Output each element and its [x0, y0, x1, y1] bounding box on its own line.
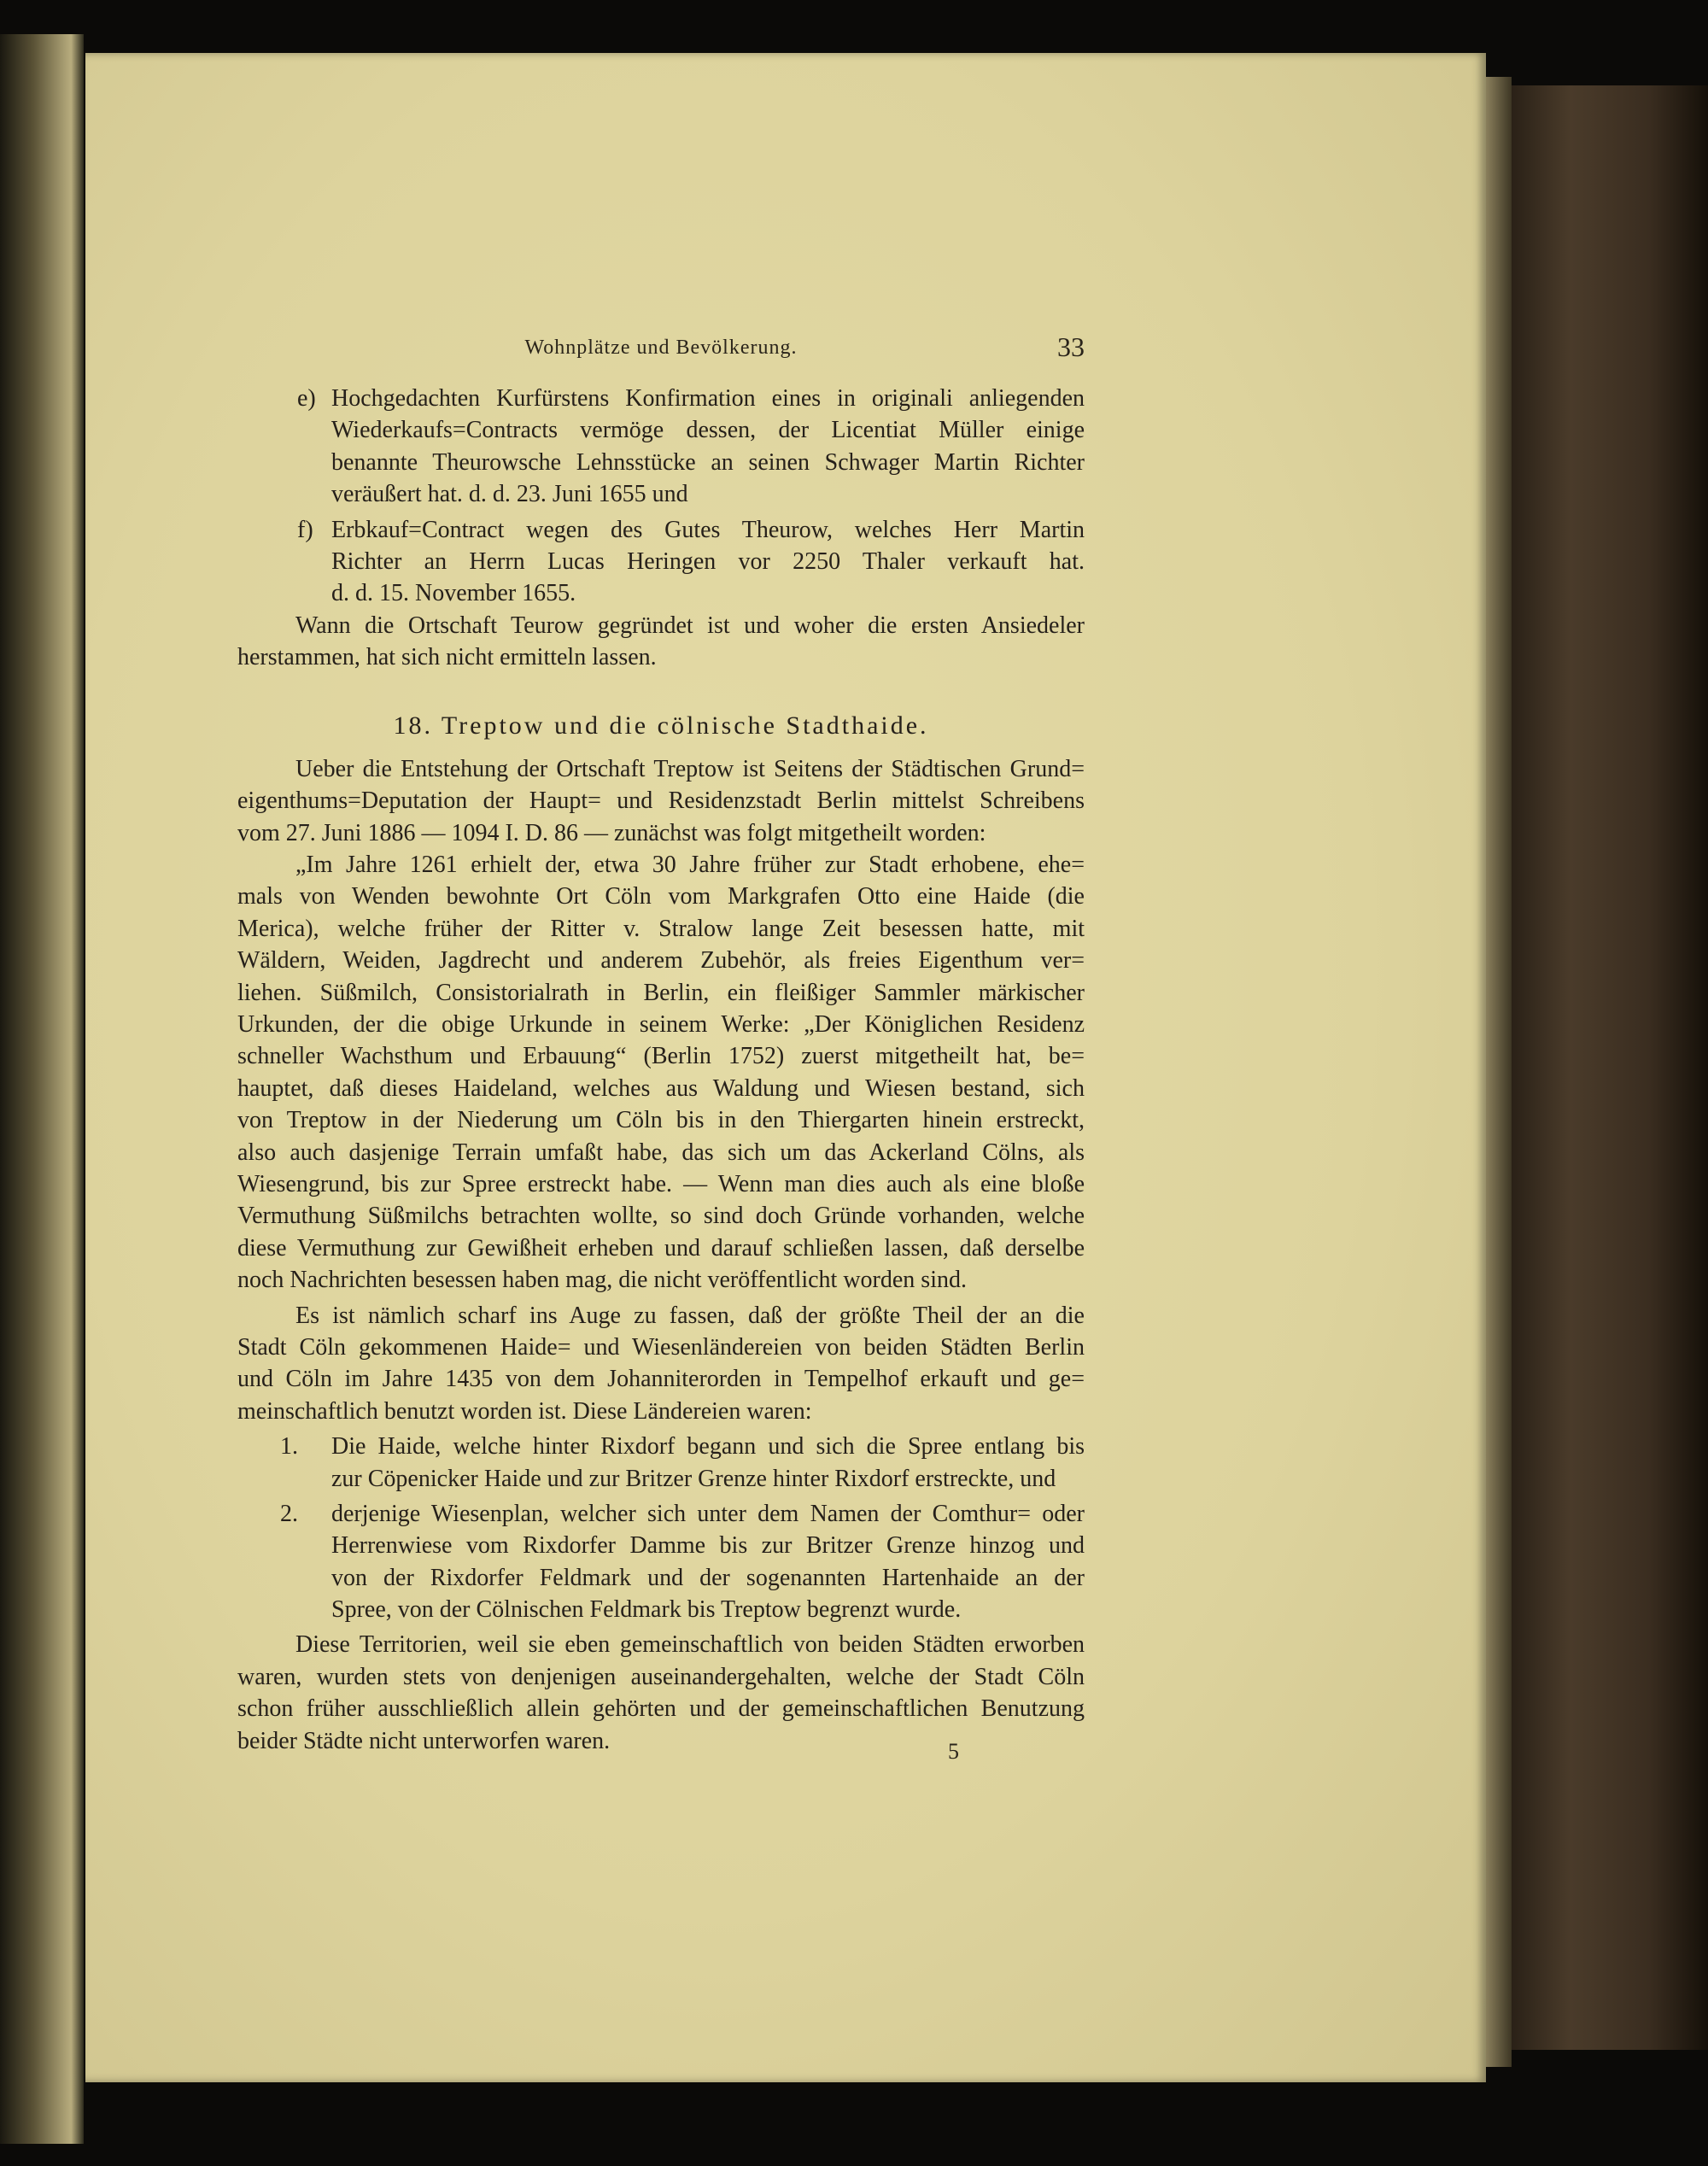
text-line: Stadt Cöln gekommenen Haide= und Wiesenländereien von beiden Städten Berlin: [237, 1333, 1085, 1361]
text-line: Wiesengrund, bis zur Spree erstreckt habe. — Wenn man dies auch als eine bloße: [237, 1170, 1085, 1197]
running-head: [237, 331, 1085, 366]
paragraph: [237, 1629, 1085, 1757]
text-line: Ueber die Entstehung der Ortschaft Treptow ist Seitens der Städtischen Grund=: [295, 755, 1085, 782]
signature-mark: 5: [948, 1739, 959, 1764]
facing-page-edge: [0, 34, 84, 2144]
paragraph: [237, 849, 1085, 1296]
text-line: Hochgedachten Kurfürstens Konfirmation eines in originali anliegenden: [331, 385, 1085, 412]
text-line: mals von Wenden bewohnte Ort Cöln vom Markgrafen Otto eine Haide (die: [237, 883, 1085, 910]
text-line: noch Nachrichten besessen haben mag, die nicht veröffentlicht worden sind.: [237, 1267, 967, 1294]
paragraph: [237, 1300, 1085, 1428]
list-item: [237, 514, 1085, 610]
text-line: also auch dasjenige Terrain umfaßt habe, das sich um das Ackerland Cölns, als: [237, 1139, 1085, 1166]
text-line: Wiederkaufs=Contracts vermöge dessen, der Licentiat Müller einige: [331, 417, 1085, 444]
book-cover-edge: [1512, 85, 1708, 2050]
text-line: Diese Territorien, weil sie eben gemeinschaftlich von beiden Städten erworben: [295, 1631, 1085, 1659]
list-item: [237, 383, 1085, 511]
text-line: zur Cöpenicker Haide und zur Britzer Grenze hinter Rixdorf erstreckte, und: [331, 1465, 1056, 1492]
list-label: f): [297, 516, 313, 543]
text-line: veräußert hat. d. d. 23. Juni 1655 und: [331, 481, 688, 508]
text-line: Die Haide, welche hinter Rixdorf begann und sich die Spree entlang bis: [331, 1433, 1085, 1461]
text-line: schon früher ausschließlich allein gehörten und der gemeinschaftlichen Benutzung: [237, 1695, 1085, 1723]
text-line: d. d. 15. November 1655.: [331, 580, 576, 607]
text-line: eigenthums=Deputation der Haupt= und Residenzstadt Berlin mittelst Schreibens: [237, 787, 1085, 815]
list-item: [237, 1431, 1085, 1495]
page-body: [237, 383, 1085, 1757]
text-line: von Treptow in der Niederung um Cöln bis in den Thiergarten hinein erstreckt,: [237, 1107, 1085, 1134]
text-line: Urkunden, der die obige Urkunde in seinem Werke: „Der Königlichen Residenz: [237, 1011, 1085, 1039]
text-line: herstammen, hat sich nicht ermitteln lassen.: [237, 644, 657, 671]
text-line: Richter an Herrn Lucas Heringen vor 2250 Thaler verkauft hat.: [331, 547, 1085, 575]
text-line: und Cöln im Jahre 1435 von dem Johanniterorden in Tempelhof erkauft und ge=: [237, 1366, 1085, 1393]
page-number: 33: [1057, 331, 1085, 362]
text-line: Merica), welche früher der Ritter v. Stralow lange Zeit besessen hatte, mit: [237, 915, 1085, 942]
list-label: 2.: [280, 1500, 298, 1527]
text-line: von der Rixdorfer Feldmark und der sogenannten Hartenhaide an der: [331, 1564, 1085, 1591]
text-line: Wann die Ortschaft Teurow gegründet ist und woher die ersten Ansiedeler: [295, 612, 1085, 639]
page-stack-edge: [1486, 77, 1512, 2067]
text-line: „Im Jahre 1261 erhielt der, etwa 30 Jahre früher zur Stadt erhobene, ehe=: [295, 852, 1085, 879]
text-line: beider Städte nicht unterworfen waren.: [237, 1727, 611, 1754]
paragraph: [237, 753, 1085, 849]
running-head-title: Wohnplätze und Bevölkerung.: [524, 337, 798, 359]
text-line: liehen. Süßmilch, Consistorialrath in Berlin, ein fleißiger Sammler märkischer: [237, 979, 1085, 1006]
text-line: meinschaftlich benutzt worden ist. Diese Ländereien waren:: [237, 1397, 812, 1425]
list-label: e): [297, 385, 316, 412]
text-line: Erbkauf=Contract wegen des Gutes Theurow, welches Herr Martin: [331, 516, 1085, 543]
list-item: [237, 1498, 1085, 1626]
text-line: derjenige Wiesenplan, welcher sich unter dem Namen der Comthur= oder: [331, 1500, 1085, 1527]
text-line: Spree, von der Cölnischen Feldmark bis Treptow begrenzt wurde.: [331, 1596, 962, 1624]
text-line: hauptet, daß dieses Haideland, welches aus Waldung und Wiesen bestand, sich: [237, 1074, 1085, 1102]
text-line: benannte Theurowsche Lehnsstücke an seinen Schwager Martin Richter: [331, 448, 1085, 476]
text-line: waren, wurden stets von denjenigen auseinandergehalten, welche der Stadt Cöln: [237, 1663, 1085, 1690]
text-line: 18. Treptow und die cölnische Stadthaide.: [393, 711, 929, 740]
text-line: Wäldern, Weiden, Jagdrecht und anderem Zubehör, als freies Eigenthum ver=: [237, 947, 1085, 975]
text-line: Vermuthung Süßmilchs betrachten wollte, so sind doch Gründe vorhanden, welche: [237, 1203, 1085, 1230]
text-line: Herrenwiese vom Rixdorfer Damme bis zur Britzer Grenze hinzog und: [331, 1532, 1085, 1560]
text-line: schneller Wachsthum und Erbauung“ (Berlin 1752) zuerst mitgetheilt hat, be=: [237, 1043, 1085, 1070]
paragraph: [237, 610, 1085, 674]
text-line: vom 27. Juni 1886 — 1094 I. D. 86 — zunächst was folgt mitgetheilt worden:: [237, 819, 986, 846]
text-line: diese Vermuthung zur Gewißheit erheben und darauf schließen lassen, daß derselbe: [237, 1234, 1085, 1262]
section-heading: [237, 710, 1085, 741]
list-label: 1.: [280, 1433, 298, 1461]
text-line: Es ist nämlich scharf ins Auge zu fassen, daß der größte Theil der an die: [295, 1302, 1085, 1329]
